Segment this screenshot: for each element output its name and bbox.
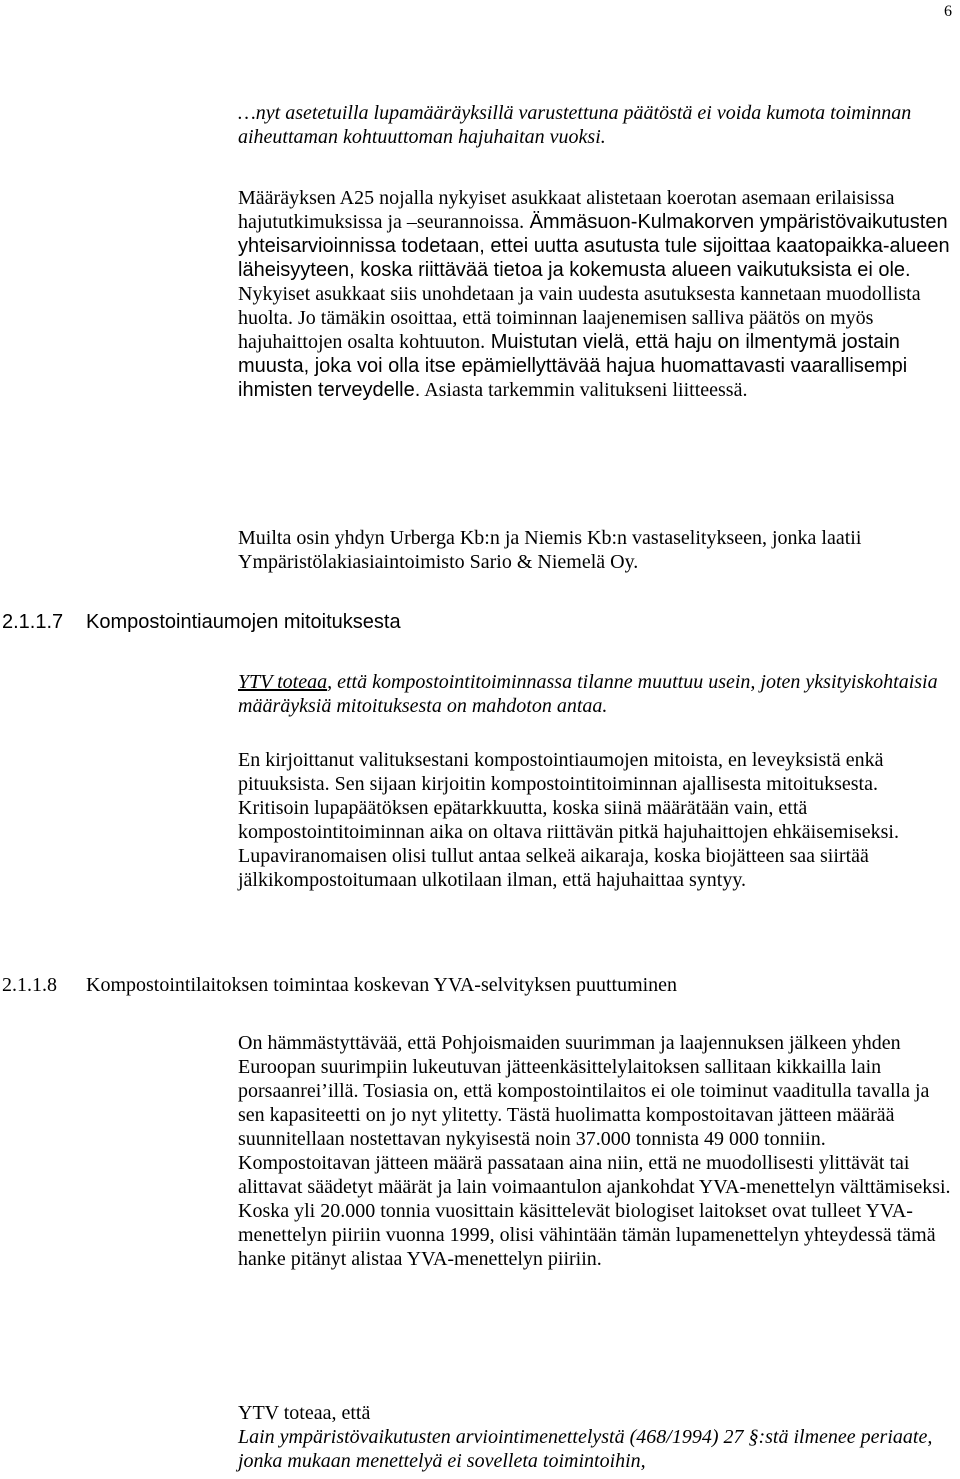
section-heading-2-1-1-8 [2, 973, 677, 997]
text-segment: Määräyksen A25 nojalla nykyiset asukkaat alistetaan koerotan asemaan erilaisissa hajututkimuksissa ja –seurannoissa. [238, 187, 895, 233]
page-number: 6 [944, 3, 952, 20]
paragraph-eia-missing: On hämmästyttävää, että Pohjoismaiden suurimman ja laajennuksen jälkeen yhden Euroopan suurimpiin lukeutuvan jätteenkäsittelylaitoksen sallitaan kikkailla lain porsaanrei’illä. Tosiasia on, että kompostointilaitos ei ole toiminut vaaditulla tavalla ja sen kapasiteetti on jo nyt ylitetty. Tästä huolimatta kompostoitavan jätteen määrää suunnitellaan nostettavan nykyisestä noin 37.000 tonnista 49 000 tonniin. Kompostoitavan jätteen määrä passataan aina niin, että ne muodollisesti ylittävät tai alittavat säädetyt määrät ja lain voimaantulon ajankohdat YVA-menettelyn välttämiseksi. Koska yli 20.000 tonnia vuosittain käsittelevät biologiset laitokset ovat tulleet YVA-menettelyn piiriin vuonna 1999, olisi vähintään tämän lupamenettelyn yhteydessä tämä hanke pitänyt alistaa YVA-menettelyn piiriin. [238, 1032, 951, 1270]
section-heading-2-1-1-7 [2, 610, 401, 634]
quoted-statement: …nyt asetetuilla lupamääräyksillä varustettuna päätöstä ei voida kumota toiminnan aiheuttaman kohtuuttoman hajuhaitan vuoksi. [238, 102, 912, 148]
ytv-statement-text: , että kompostointitoiminnassa tilanne muuttuu usein, joten yksityiskohtaisia määräyksiä mitoituksesta on mahdoton antaa. [238, 671, 938, 717]
section-title: Kompostointilaitoksen toimintaa koskevan YVA-selvityksen puuttuminen [86, 974, 678, 996]
ytv-quote-text: Lain ympäristövaikutusten arviointimenettelystä (468/1994) 27 §:stä ilmenee periaate, jonka mukaan menettelyä ei sovelleta toimintoihin, [238, 1426, 933, 1472]
section-number: 2.1.1.7 [2, 611, 64, 633]
ytv-quote-block [238, 1401, 954, 1473]
paragraph-agreement: Muilta osin yhdyn Urberga Kb:n ja Niemis Kb:n vastaselitykseen, jonka laatii Ympäristölakiasiaintoimisto Sario & Niemelä Oy. [238, 527, 862, 573]
ytv-statement [238, 670, 954, 718]
ytv-quote-intro: YTV toteaa, että [238, 1402, 371, 1424]
text-segment: Asiasta tarkemmin valitukseni liitteessä. [420, 379, 748, 401]
paragraph-composting-dimensions: En kirjoittanut valituksestani kompostointiaumojen mitoista, en leveyksistä enkä pituuksista. Sen sijaan kirjoitin kompostointitoiminnan ajallisesta mitoituksesta. Kritisoin lupapäätöksen epätarkkuutta, koska siinä määrätään vain, että kompostointitoiminnan aika on oltava riittävän pitkä hajuhaittojen ehkäisemiseksi. Lupaviranomaisen olisi tullut antaa selkeä aikaraja, koska biojätteen saa siirtää jälkikompostoitumaan ulkotilaan ilman, että hajuhaittaa syntyy. [238, 749, 899, 891]
section-title: Kompostointiaumojen mitoituksesta [86, 611, 401, 633]
paragraph-odor-monitoring [238, 186, 954, 402]
text-segment: Muistutan vielä, että haju on ilmentymä jostain muusta, joka voi olla itse epämiellyttävää hajua huomattavasti vaarallisempi ihmisten terveydelle. [238, 331, 908, 401]
text-segment: Ämmäsuon-Kulmakorven ympäristövaikutusten yhteisarvioinnissa todetaan, ettei uutta asutusta tule sijoittaa kaatopaikka-alueen läheisyyteen, koska riittävää tietoa ja kokemusta alueen vaikutuksista ei ole. [238, 211, 950, 281]
ytv-lead: YTV toteaa [238, 671, 328, 693]
text-segment: Nykyiset asukkaat siis unohdetaan ja vain uudesta asutuksesta kannetaan muodollista huolta. Jo tämäkin osoittaa, että toiminnan laajenemisen salliva päätös on myös hajuhaittojen osalta kohtuuton. [238, 283, 921, 353]
section-number: 2.1.1.8 [2, 974, 57, 996]
